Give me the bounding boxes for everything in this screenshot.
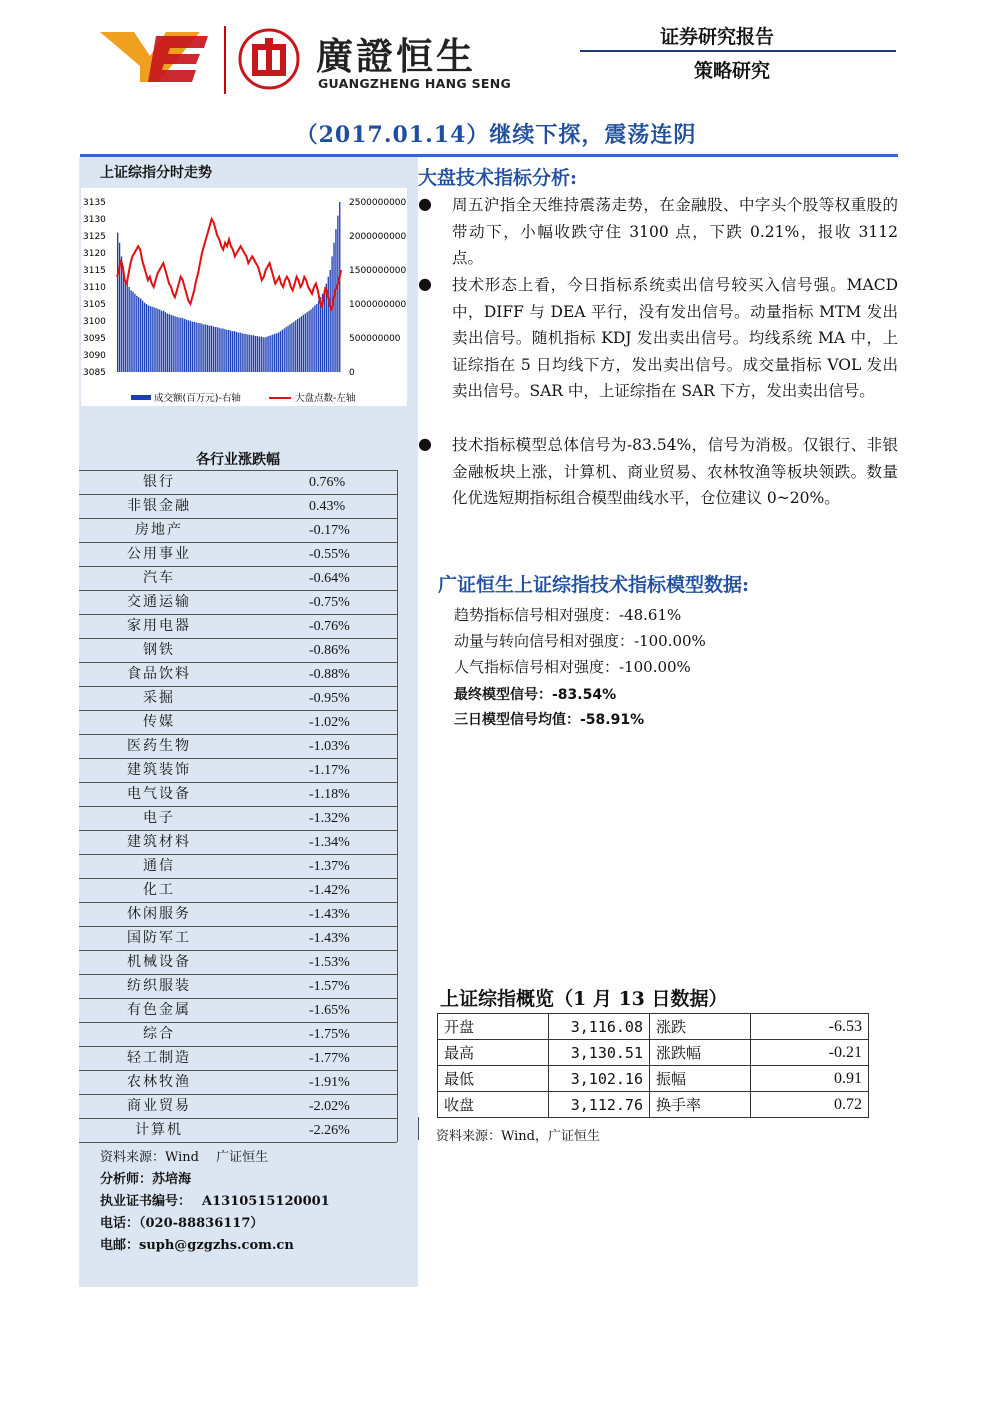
model-line: 动量与转向信号相对强度：-100.00% bbox=[454, 632, 706, 650]
volume-bar bbox=[293, 322, 294, 372]
analysis-paragraph: 技术指标模型总体信号为-83.54%，信号为消极。仅银行、非银金融板块上涨，计算机、商业贸易、农林牧渔等板块领跌。数量化优选短期指标组合模型曲线水平，仓位建议 0~20%。 bbox=[452, 436, 898, 507]
overview-label: 开盘 bbox=[438, 1014, 549, 1040]
sector-name: 轻工制造 bbox=[79, 1047, 239, 1071]
model-final-signal: 最终模型信号：-83.54% bbox=[454, 687, 617, 703]
volume-bar bbox=[205, 324, 206, 372]
volume-bar bbox=[253, 335, 254, 372]
sector-name: 家用电器 bbox=[79, 615, 239, 639]
sector-table-title: 各行业涨跌幅 bbox=[196, 452, 280, 468]
volume-bar bbox=[251, 335, 252, 372]
overview-row bbox=[438, 1066, 869, 1092]
overview-value: 0.91 bbox=[751, 1066, 869, 1092]
sector-change: -1.42% bbox=[239, 879, 397, 903]
volume-bar bbox=[163, 311, 164, 372]
sector-name: 化工 bbox=[79, 879, 239, 903]
volume-bar bbox=[195, 322, 196, 372]
overview-row bbox=[438, 1040, 869, 1066]
left-tick-label: 3125 bbox=[83, 232, 106, 242]
brand-name-en: GUANGZHENG HANG SENG bbox=[318, 76, 512, 91]
sector-change: -1.43% bbox=[239, 927, 397, 951]
volume-bar bbox=[257, 336, 258, 372]
sector-change: -1.77% bbox=[239, 1047, 397, 1071]
right-tick-label: 2500000000 bbox=[349, 198, 407, 208]
page-title: （2017.01.14）继续下探，震荡连阴 bbox=[295, 122, 697, 148]
volume-bar bbox=[128, 287, 129, 372]
volume-bar bbox=[241, 333, 242, 372]
legend-swatch-volume bbox=[131, 395, 151, 400]
left-tick-label: 3095 bbox=[83, 334, 106, 344]
sector-row bbox=[79, 879, 397, 903]
sector-change: -0.88% bbox=[239, 663, 397, 687]
report-subtype: 策略研究 bbox=[694, 60, 771, 82]
right-tick-label: 0 bbox=[349, 368, 355, 378]
cert-number: 执业证书编号： A1310515120001 bbox=[100, 1194, 330, 1209]
volume-bar bbox=[150, 306, 151, 372]
volume-bar bbox=[155, 308, 156, 372]
sector-table bbox=[79, 470, 397, 1143]
volume-bar bbox=[228, 330, 229, 372]
volume-bar bbox=[305, 314, 306, 372]
volume-bar bbox=[207, 325, 208, 372]
report-type: 证券研究报告 bbox=[660, 26, 775, 48]
overview-label: 换手率 bbox=[650, 1092, 751, 1118]
overview-label: 最低 bbox=[438, 1066, 549, 1092]
volume-bar bbox=[297, 319, 298, 372]
analysis-paragraph: 技术形态上看，今日指标系统卖出信号较买入信号强。MACD 中，DIFF 与 DEA 平行，没有发出信号。动量指标 MTM 发出卖出信号。随机指标 KDJ 发出卖出信号。均线系统 MA 中，上证综指在 5 日均线下方，发出卖出信号。成交量指标 VOL 发出卖出信号。SAR 中，上证综指在 SAR 下方，发出卖出信号。 bbox=[452, 276, 898, 400]
sector-row bbox=[79, 999, 397, 1023]
volume-bar bbox=[255, 336, 256, 372]
volume-bar bbox=[314, 305, 315, 372]
sector-row bbox=[79, 567, 397, 591]
left-tick-label: 3105 bbox=[83, 300, 106, 310]
sector-name: 医药生物 bbox=[79, 735, 239, 759]
volume-bar bbox=[234, 331, 235, 372]
volume-bar bbox=[247, 335, 248, 372]
sector-change: -1.02% bbox=[239, 711, 397, 735]
volume-bar bbox=[236, 332, 237, 372]
sector-row bbox=[79, 471, 397, 495]
volume-bar bbox=[203, 324, 204, 372]
volume-bar bbox=[243, 334, 244, 372]
volume-bar bbox=[209, 326, 210, 372]
volume-bar bbox=[218, 328, 219, 372]
volume-bar bbox=[326, 284, 327, 372]
sector-row bbox=[79, 543, 397, 567]
volume-bar bbox=[330, 270, 331, 372]
overview-value: 3,116.08 bbox=[549, 1014, 650, 1040]
sector-name: 房地产 bbox=[79, 519, 239, 543]
sector-change: -1.57% bbox=[239, 975, 397, 999]
volume-bar bbox=[285, 327, 286, 372]
sector-change: 0.43% bbox=[239, 495, 397, 519]
sector-row bbox=[79, 1095, 397, 1119]
sector-name: 食品饮料 bbox=[79, 663, 239, 687]
left-tick-label: 3100 bbox=[83, 317, 106, 327]
right-tick-label: 2000000000 bbox=[349, 232, 407, 242]
chart-background bbox=[81, 188, 407, 406]
volume-bar bbox=[117, 233, 118, 372]
volume-bar bbox=[142, 301, 143, 372]
volume-bar bbox=[178, 318, 179, 372]
volume-bar bbox=[182, 318, 183, 372]
right-tick-label: 1000000000 bbox=[349, 300, 407, 310]
sector-change: -1.65% bbox=[239, 999, 397, 1023]
volume-bar bbox=[224, 329, 225, 372]
sector-name: 计算机 bbox=[79, 1119, 239, 1143]
volume-bar bbox=[232, 331, 233, 372]
left-tick-label: 3110 bbox=[83, 283, 106, 293]
volume-bar bbox=[199, 323, 200, 372]
volume-bar bbox=[138, 297, 139, 372]
volume-bar bbox=[245, 334, 246, 372]
volume-bar bbox=[136, 296, 137, 372]
overview-row bbox=[438, 1092, 869, 1118]
volume-bar bbox=[148, 305, 149, 372]
sector-change: -1.91% bbox=[239, 1071, 397, 1095]
overview-label: 最高 bbox=[438, 1040, 549, 1066]
sector-row bbox=[79, 759, 397, 783]
overview-table bbox=[437, 1013, 869, 1118]
volume-bar bbox=[301, 316, 302, 372]
sector-row bbox=[79, 495, 397, 519]
volume-bar bbox=[190, 321, 191, 372]
email[interactable]: 电邮：suph@gzgzhs.com.cn bbox=[100, 1238, 294, 1253]
sector-change: -0.55% bbox=[239, 543, 397, 567]
overview-value: 0.72 bbox=[751, 1092, 869, 1118]
volume-bar bbox=[134, 294, 135, 372]
analysis-heading: 大盘技术指标分析: bbox=[418, 167, 578, 189]
volume-bar bbox=[125, 280, 126, 372]
sector-name: 机械设备 bbox=[79, 951, 239, 975]
sector-change: -2.26% bbox=[239, 1119, 397, 1143]
model-heading: 广证恒生上证综指技术指标模型数据: bbox=[438, 574, 750, 596]
left-tick-label: 3115 bbox=[83, 266, 106, 276]
volume-bar bbox=[331, 256, 332, 372]
volume-bar bbox=[320, 297, 321, 372]
volume-bar bbox=[151, 307, 152, 372]
volume-bar bbox=[169, 314, 170, 372]
sector-row bbox=[79, 1023, 397, 1047]
ye-logo-icon bbox=[100, 26, 210, 92]
sector-name: 建筑装饰 bbox=[79, 759, 239, 783]
sector-row bbox=[79, 831, 397, 855]
sector-name: 传媒 bbox=[79, 711, 239, 735]
sector-change: -1.53% bbox=[239, 951, 397, 975]
sector-name: 银行 bbox=[79, 471, 239, 495]
volume-bar bbox=[211, 326, 212, 372]
volume-bar bbox=[165, 312, 166, 372]
overview-value: -0.21 bbox=[751, 1040, 869, 1066]
volume-bar bbox=[263, 337, 264, 372]
volume-bar bbox=[259, 337, 260, 372]
sector-change: -0.95% bbox=[239, 687, 397, 711]
volume-bar bbox=[144, 303, 145, 372]
sector-change: 0.76% bbox=[239, 471, 397, 495]
sector-name: 综合 bbox=[79, 1023, 239, 1047]
seal-logo-icon bbox=[238, 28, 300, 90]
sector-change: -1.37% bbox=[239, 855, 397, 879]
model-3day-average: 三日模型信号均值：-58.91% bbox=[454, 712, 645, 728]
overview-label: 振幅 bbox=[650, 1066, 751, 1092]
volume-bar bbox=[121, 256, 122, 372]
left-tick-label: 3085 bbox=[83, 368, 106, 378]
sector-name: 交通运输 bbox=[79, 591, 239, 615]
overview-value: 3,102.16 bbox=[549, 1066, 650, 1092]
sector-row bbox=[79, 687, 397, 711]
sector-change: -1.43% bbox=[239, 903, 397, 927]
volume-bar bbox=[284, 328, 285, 372]
volume-bar bbox=[217, 327, 218, 372]
volume-bar bbox=[328, 277, 329, 372]
volume-bar bbox=[197, 323, 198, 372]
volume-bar bbox=[287, 326, 288, 372]
volume-bar bbox=[176, 317, 177, 372]
bullet-icon: ● bbox=[418, 194, 432, 213]
column-divider bbox=[418, 1117, 419, 1140]
volume-bar bbox=[280, 331, 281, 372]
sector-name: 有色金属 bbox=[79, 999, 239, 1023]
volume-bar bbox=[318, 301, 319, 372]
sector-name: 纺织服装 bbox=[79, 975, 239, 999]
volume-bar bbox=[333, 243, 334, 372]
chart-title: 上证综指分时走势 bbox=[100, 165, 212, 181]
volume-bar bbox=[132, 292, 133, 372]
volume-bar bbox=[264, 337, 265, 372]
sector-change: -0.76% bbox=[239, 615, 397, 639]
sector-change: -1.34% bbox=[239, 831, 397, 855]
volume-bar bbox=[167, 314, 168, 372]
sector-row bbox=[79, 735, 397, 759]
volume-bar bbox=[192, 322, 193, 372]
analysis-paragraph: 周五沪指全天维持震荡走势，在金融股、中字头个股等权重股的带动下，小幅收跌守住 3100 点，下跌 0.21%，报收 3112 点。 bbox=[452, 196, 898, 267]
right-tick-label: 500000000 bbox=[349, 334, 401, 344]
volume-bar bbox=[299, 318, 300, 372]
sector-row bbox=[79, 927, 397, 951]
brand-name-cn: 廣證恒生 bbox=[316, 35, 476, 78]
volume-bar bbox=[127, 284, 128, 372]
volume-bar bbox=[278, 333, 279, 372]
sector-name: 国防军工 bbox=[79, 927, 239, 951]
left-tick-label: 3090 bbox=[83, 351, 106, 361]
volume-bar bbox=[220, 328, 221, 372]
sector-change: -1.75% bbox=[239, 1023, 397, 1047]
overview-value: 3,130.51 bbox=[549, 1040, 650, 1066]
sector-row bbox=[79, 807, 397, 831]
table-right-border bbox=[397, 470, 398, 1142]
sector-name: 休闲服务 bbox=[79, 903, 239, 927]
volume-bar bbox=[312, 307, 313, 372]
volume-bar bbox=[272, 335, 273, 372]
volume-bar bbox=[316, 304, 317, 372]
sector-row bbox=[79, 615, 397, 639]
sector-row bbox=[79, 591, 397, 615]
volume-bar bbox=[201, 324, 202, 372]
overview-label: 涨跌幅 bbox=[650, 1040, 751, 1066]
analyst-name: 分析师：苏培海 bbox=[100, 1172, 192, 1187]
volume-bar bbox=[307, 312, 308, 372]
sector-change: -1.32% bbox=[239, 807, 397, 831]
volume-bar bbox=[123, 270, 124, 372]
sector-row bbox=[79, 951, 397, 975]
volume-bar bbox=[180, 318, 181, 372]
sector-change: -0.86% bbox=[239, 639, 397, 663]
volume-bar bbox=[174, 316, 175, 372]
overview-label: 涨跌 bbox=[650, 1014, 751, 1040]
sector-row bbox=[79, 1071, 397, 1095]
right-tick-label: 1500000000 bbox=[349, 266, 407, 276]
left-tick-label: 3135 bbox=[83, 198, 106, 208]
volume-bar bbox=[159, 309, 160, 372]
volume-bar bbox=[130, 290, 131, 372]
volume-bar bbox=[230, 331, 231, 372]
left-tick-label: 3120 bbox=[83, 249, 106, 259]
overview-heading: 上证综指概览（1 月 13 日数据） bbox=[440, 988, 728, 1010]
sector-row bbox=[79, 1119, 397, 1143]
volume-bar bbox=[173, 316, 174, 372]
overview-label: 收盘 bbox=[438, 1092, 549, 1118]
volume-bar bbox=[249, 335, 250, 372]
volume-bar bbox=[188, 320, 189, 372]
volume-bar bbox=[303, 315, 304, 372]
model-line: 人气指标信号相对强度：-100.00% bbox=[454, 658, 691, 676]
volume-bar bbox=[276, 333, 277, 372]
sector-name: 农林牧渔 bbox=[79, 1071, 239, 1095]
sector-change: -1.17% bbox=[239, 759, 397, 783]
volume-bar bbox=[268, 336, 269, 372]
sector-change: -1.18% bbox=[239, 783, 397, 807]
logo-divider bbox=[224, 26, 226, 94]
volume-bar bbox=[274, 334, 275, 372]
volume-bar bbox=[282, 330, 283, 372]
sector-name: 建筑材料 bbox=[79, 831, 239, 855]
volume-bar bbox=[240, 333, 241, 372]
sector-row bbox=[79, 783, 397, 807]
overview-value: -6.53 bbox=[751, 1014, 869, 1040]
sector-change: -0.64% bbox=[239, 567, 397, 591]
sector-row bbox=[79, 903, 397, 927]
sector-name: 公用事业 bbox=[79, 543, 239, 567]
bullet-icon: ● bbox=[418, 274, 432, 293]
volume-bar bbox=[291, 323, 292, 372]
volume-bar bbox=[324, 290, 325, 372]
legend-volume: 成交额(百万元)-右轴 bbox=[154, 393, 241, 404]
volume-bar bbox=[146, 304, 147, 372]
phone: 电话：（020-88836117） bbox=[100, 1216, 264, 1231]
sector-row bbox=[79, 519, 397, 543]
header-rule bbox=[580, 50, 896, 52]
volume-bar bbox=[337, 216, 338, 372]
volume-bar bbox=[339, 202, 340, 372]
sector-row bbox=[79, 1047, 397, 1071]
overview-row bbox=[438, 1014, 869, 1040]
sector-change: -0.75% bbox=[239, 591, 397, 615]
intraday-chart bbox=[79, 186, 409, 408]
volume-bar bbox=[266, 337, 267, 372]
bullet-icon: ● bbox=[418, 434, 432, 453]
sector-source: 资料来源：Wind 广证恒生 bbox=[100, 1150, 269, 1165]
volume-bar bbox=[215, 327, 216, 372]
sector-name: 非银金融 bbox=[79, 495, 239, 519]
volume-bar bbox=[270, 335, 271, 372]
volume-bar bbox=[186, 320, 187, 372]
sector-change: -2.02% bbox=[239, 1095, 397, 1119]
sector-change: -1.03% bbox=[239, 735, 397, 759]
sector-name: 商业贸易 bbox=[79, 1095, 239, 1119]
volume-bar bbox=[194, 322, 195, 372]
volume-bar bbox=[226, 330, 227, 372]
model-line: 趋势指标信号相对强度：-48.61% bbox=[454, 606, 682, 624]
volume-bar bbox=[153, 307, 154, 372]
sector-name: 电气设备 bbox=[79, 783, 239, 807]
volume-bar bbox=[261, 337, 262, 372]
sector-row bbox=[79, 639, 397, 663]
volume-bar bbox=[222, 328, 223, 372]
overview-value: 3,112.76 bbox=[549, 1092, 650, 1118]
volume-bar bbox=[335, 229, 336, 372]
sector-row bbox=[79, 711, 397, 735]
volume-bar bbox=[238, 333, 239, 372]
sector-row bbox=[79, 663, 397, 687]
volume-bar bbox=[295, 320, 296, 372]
sector-row bbox=[79, 855, 397, 879]
volume-bar bbox=[157, 309, 158, 372]
left-tick-label: 3130 bbox=[83, 215, 106, 225]
sector-name: 汽车 bbox=[79, 567, 239, 591]
volume-bar bbox=[308, 311, 309, 372]
sector-name: 电子 bbox=[79, 807, 239, 831]
volume-bar bbox=[140, 299, 141, 372]
volume-bar bbox=[171, 315, 172, 372]
volume-bar bbox=[310, 309, 311, 372]
legend-index: 大盘点数-左轴 bbox=[295, 393, 356, 404]
volume-bar bbox=[289, 324, 290, 372]
sector-name: 采掘 bbox=[79, 687, 239, 711]
volume-bar bbox=[184, 319, 185, 372]
sector-name: 钢铁 bbox=[79, 639, 239, 663]
sector-name: 通信 bbox=[79, 855, 239, 879]
sector-change: -0.17% bbox=[239, 519, 397, 543]
overview-source: 资料来源：Wind，广证恒生 bbox=[436, 1129, 600, 1144]
volume-bar bbox=[213, 326, 214, 372]
volume-bar bbox=[161, 311, 162, 372]
sector-row bbox=[79, 975, 397, 999]
